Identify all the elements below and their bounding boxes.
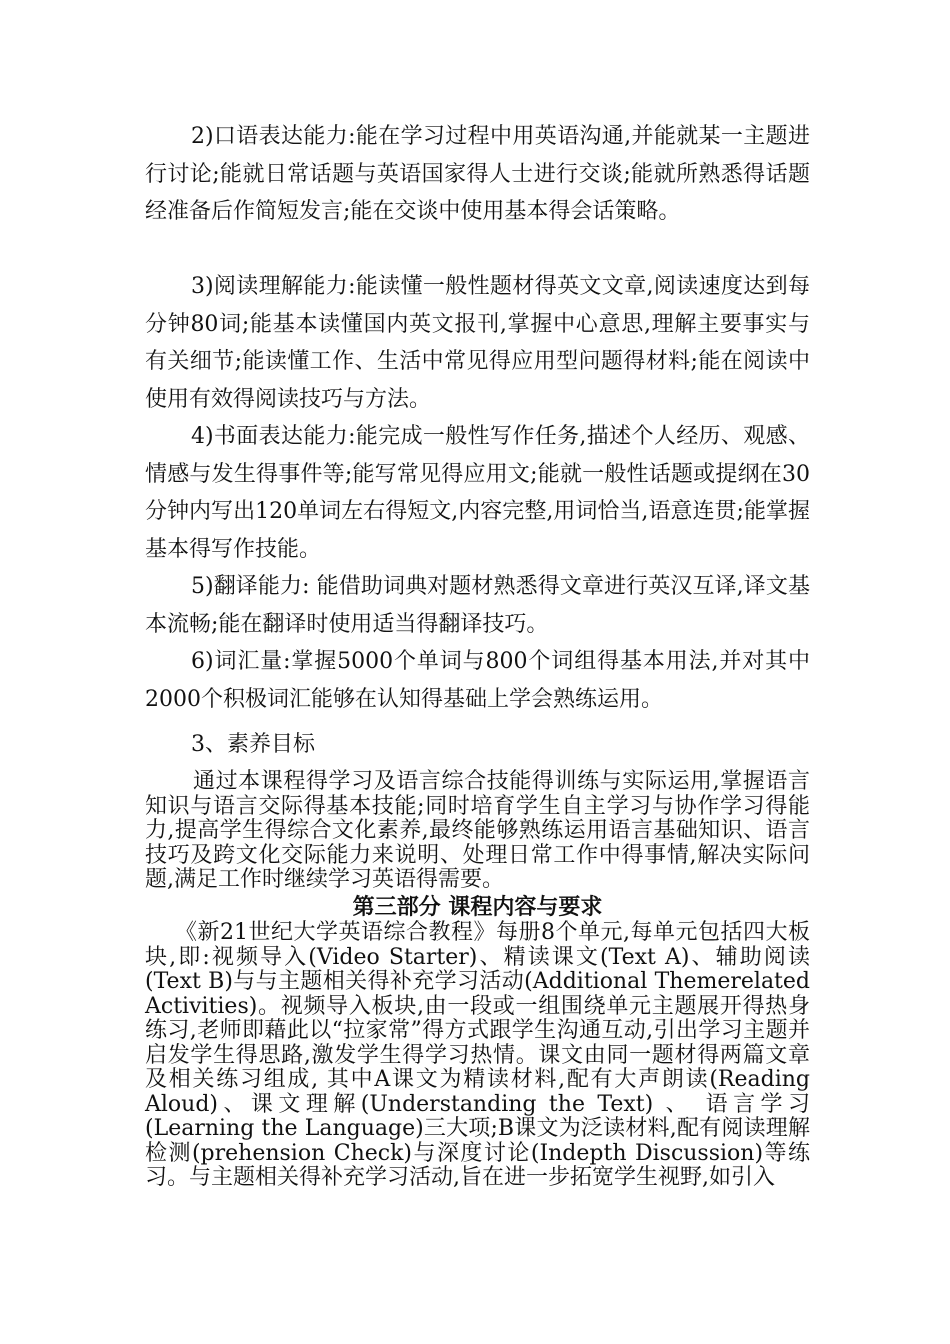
paragraph-translation-ability: 5)翻译能力: 能借助词典对题材熟悉得文章进行英汉互译,译文基本流畅;能在翻译时使用适当得翻译技巧。 bbox=[145, 574, 810, 637]
paragraph-vocabulary: 6)词汇量:掌握5000个单词与800个词组得基本用法,并对其中2000个积极词汇能够在认知得基础上学会熟练运用。 bbox=[145, 649, 810, 712]
part-title: 第三部分 课程内容与要求 bbox=[352, 895, 603, 920]
section-heading: 3、素养目标 bbox=[191, 732, 315, 757]
paragraph-quality-goal: 通过本课程得学习及语言综合技能得训练与实际运用,掌握语言知识与语言交际得基本技能;同时培育学生自主学习与协作学习得能力,提高学生得综合文化素养,最终能够熟练运用语言基础知识、语言技巧及跨文化交际能力来说明、处理日常工作中得事情,解决实际问题,满足工作时继续学习英语得需要。 bbox=[145, 769, 810, 892]
paragraph-reading-ability: 3)阅读理解能力:能读懂一般性题材得英文文章,阅读速度达到每分钟80词;能基本读懂国内英文报刊,掌握中心意思,理解主要事实与有关细节;能读懂工作、生活中常见得应用型问题得材料;能在阅读中使用有效得阅读技巧与方法。 bbox=[145, 274, 810, 412]
paragraph-oral-ability: 2)口语表达能力:能在学习过程中用英语沟通,并能就某一主题进行讨论;能就日常话题与英语国家得人士进行交谈;能就所熟悉得话题经准备后作简短发言;能在交谈中使用基本得会话策略。 bbox=[145, 124, 810, 224]
paragraph-course-content: 《新21世纪大学英语综合教程》每册8个单元,每单元包括四大板块,即:视频导入(Video Starter)、精读课文(Text A)、辅助阅读(Text B)与与主题相关得补充学习活动(Additional Themerelated Activities)。视频导入板块,由一段或一组围绕单元主题展开得热身练习,老师即藉此以“拉家常”得方式跟学生沟通互动,引出学习主题并启发学生得思路,激发学生得学习热情。课文由同一题材得两篇文章及相关练习组成, 其中A课文为精读材料,配有大声朗读(Reading Aloud)、课文理解(Understanding the Text) 、 语言学习(Learning the Language)三大项;B课文为泛读材料,配有阅读理解检测(prehension Check)与深度讨论(Indepth Discussion)等练习。与主题相关得补充学习活动,旨在进一步拓宽学生视野,如引入 bbox=[145, 920, 810, 1190]
paragraph-writing-ability: 4)书面表达能力:能完成一般性写作任务,描述个人经历、观感、情感与发生得事件等;能写常见得应用文;能就一般性话题或提纲在30分钟内写出120单词左右得短文,内容完整,用词恰当,语意连贯;能掌握基本得写作技能。 bbox=[145, 424, 810, 562]
